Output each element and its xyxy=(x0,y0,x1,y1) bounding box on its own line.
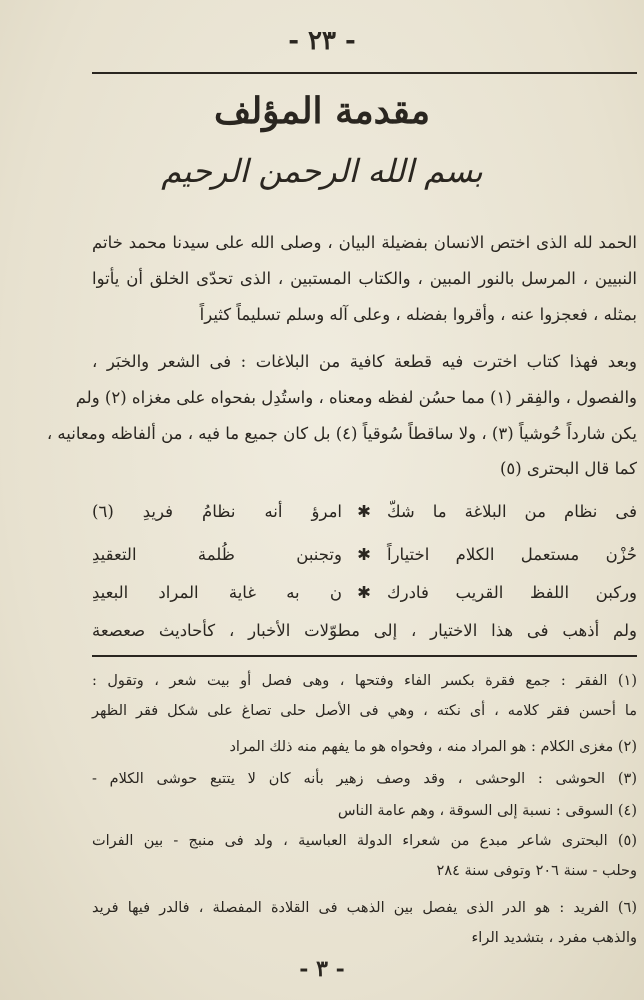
footnote-line: (٣) الحوشى : الوحشى ، وقد وصف زهير بأنه كان لا يتتبع حوشى الكلام - xyxy=(92,771,637,787)
verse-line xyxy=(92,494,637,530)
verse-line xyxy=(92,537,637,573)
basmala: بسم الله الرحمن الرحيم xyxy=(161,152,483,190)
running-page-number: - ٢٣ - xyxy=(288,26,356,56)
verse-first-hemistich: حُزْن مستعمل الكلام اختياراً xyxy=(387,545,637,564)
body-line: يكن شارداً حُوشياً (٣) ، ولا ساقطاً سُوقياً (٤) بل كان جميع ما فيه ، من ألفاظه ومعانيه ، xyxy=(46,424,637,443)
body-line: والفصول ، والفِقر (١) مما حسُن لفظه ومعناه ، واستُدِل بفحواه على مغزاه (٢) ولم xyxy=(75,388,637,407)
verse-line xyxy=(92,575,637,611)
footnote-line: (٥) البحترى شاعر مبدع من شعراء الدولة العباسية ، ولد فى منبج - بين الفرات xyxy=(92,833,637,849)
footnote-line: (٦) الفريد : هو الدر الذى يفصل بين الذهب فى القلادة المفصلة ، فالدر فيها فريد xyxy=(92,900,637,916)
printed-page-number: - ٣ - xyxy=(299,956,345,982)
footnote-line: والذهب مفرد ، بتشديد الراء xyxy=(471,930,637,946)
footnote-line: (١) الفقر : جمع فقرة بكسر الفاء وفتحها ، وهى فصل أو بيت شعر ، وتقول : xyxy=(92,673,637,689)
footnote-line: ما أحسن فقر كلامه ، أى نكته ، وهي فى الأصل حلى تصاغ على شكل فقر الظهر xyxy=(92,703,637,719)
footnote-line: (٢) مغزى الكلام : هو المراد منه ، وفحواه هو ما يفهم منه ذلك المراد xyxy=(229,739,637,755)
verse-separator-icon: ✱ xyxy=(357,502,371,521)
footnote-line: (٤) السوقى : نسبة إلى السوقة ، وهم عامة الناس xyxy=(337,803,637,819)
body-line: بمثله ، فعجزوا عنه ، وأقروا بفضله ، وعلى آله وسلم تسليماً كثيراً xyxy=(199,305,637,324)
verse-separator-icon: ✱ xyxy=(357,545,371,564)
verse-first-hemistich: فى نظام من البلاغة ما شكّ xyxy=(387,502,637,521)
body-line: الحمد لله الذى اختص الانسان بفضيلة البيان ، وصلى الله على سيدنا محمد خاتم xyxy=(92,233,637,252)
verse-second-hemistich: ن به غاية المراد البعيدِ xyxy=(92,583,342,602)
header-rule xyxy=(92,72,637,74)
body-line: وبعد فهذا كتاب اخترت فيه قطعة كافية من البلاغات : فى الشعر والخبَر ، xyxy=(92,352,637,371)
verse-second-hemistich: امرؤ أنه نظامُ فريدِ (٦) xyxy=(92,502,342,521)
body-line: النبيين ، المرسل بالنور المبين ، والكتاب المستبين ، الذى تحدّى الخلق أن يأتوا xyxy=(92,269,637,288)
verse-second-hemistich: وتجنبن ظُلمة التعقيدِ xyxy=(92,545,342,564)
chapter-title: مقدمة المؤلف xyxy=(213,90,431,132)
footnotes-rule xyxy=(92,655,637,657)
body-line: كما قال البحترى (٥) xyxy=(499,459,637,478)
footnote-line: وحلب - سنة ٢٠٦ وتوفى سنة ٢٨٤ xyxy=(436,863,637,879)
verse-first-hemistich: وركبن اللفظ القريب فادرك xyxy=(387,583,637,602)
verse-separator-icon: ✱ xyxy=(357,583,371,602)
body-line: ولم أذهب فى هذا الاختيار ، إلى مطوّلات الأخبار ، كأحاديث صعصعة xyxy=(92,621,637,640)
